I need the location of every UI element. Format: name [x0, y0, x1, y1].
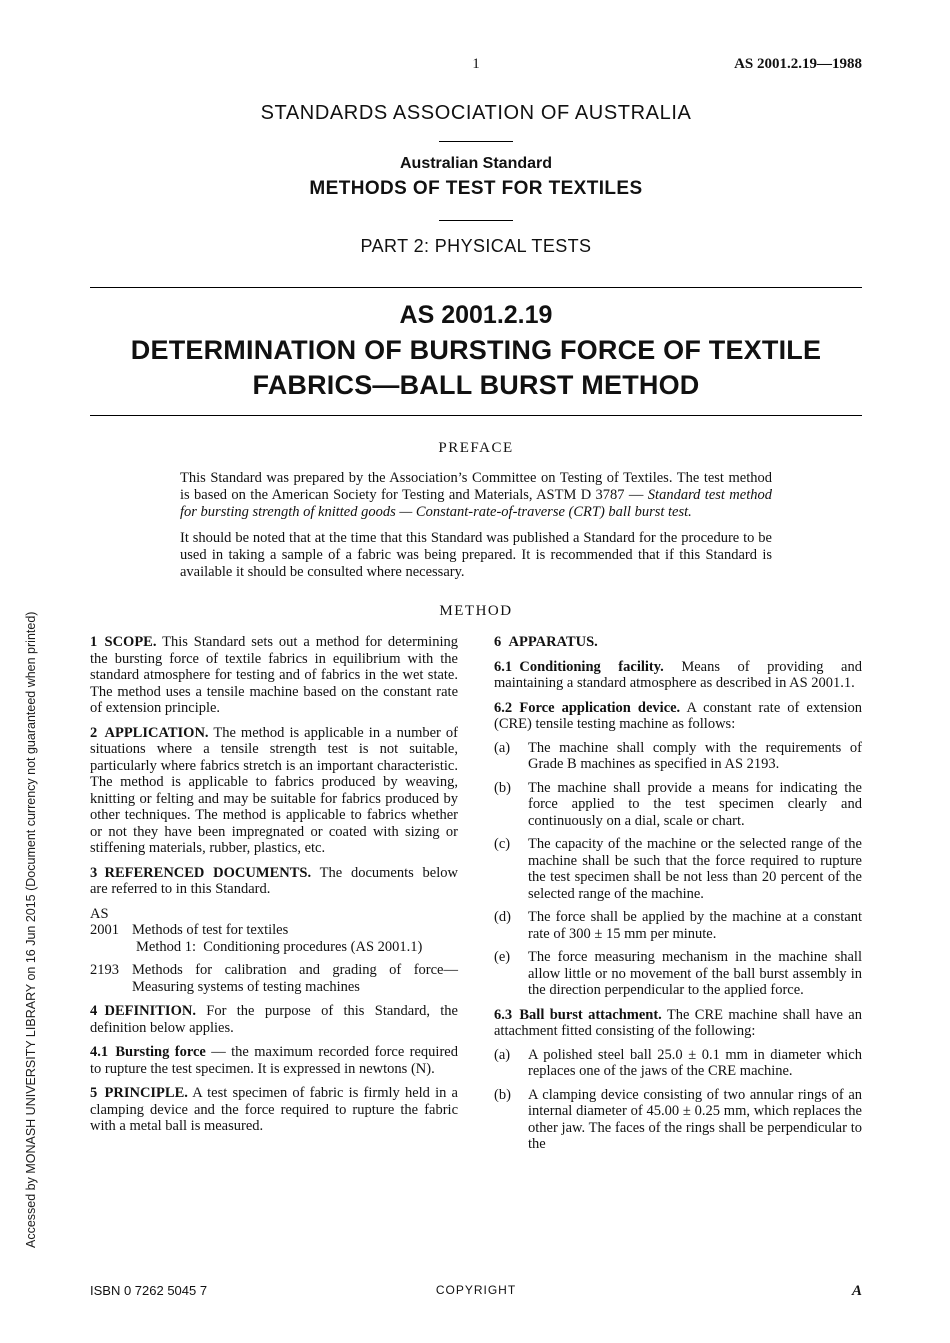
list-marker: (a): [494, 739, 511, 756]
isbn: ISBN 0 7262 5045 7: [90, 1283, 208, 1298]
list-item-6-2-c: [494, 836, 862, 902]
section-6-3-body: The CRE machine shall have an attachment fitted consisting of the following:: [494, 1006, 862, 1039]
preface-paragraph-2: It should be noted that at the time that this Standard was published a Standard for the procedure to be used in taking a sample of a fabric was being prepared. It is recommended that if this Standard is available it should be consulted where necessary.: [180, 530, 772, 580]
preface-p1-italic: Standard test method for bursting strength of knitted goods — Constant-rate-of-traverse (CRT) ball burst test.: [180, 487, 772, 520]
divider-short-2: [439, 220, 513, 221]
list-text: The force shall be applied by the machine at a constant rate of 300 ± 15 mm per minute.: [528, 909, 862, 942]
section-4-definition: [90, 1003, 458, 1036]
list-item-6-3-b: [494, 1087, 862, 1153]
standard-title: [90, 333, 862, 403]
list-marker: (b): [494, 1086, 511, 1103]
series-label: Australian Standard: [399, 155, 553, 172]
series-title: METHODS OF TEST FOR TEXTILES: [309, 178, 643, 199]
list-text: The force measuring mechanism in the machine shall allow little or no movement of the ball burst assembly in the direction perpendicular to the applied force.: [528, 949, 862, 998]
section-6-heading: 6 APPARATUS.: [494, 634, 598, 650]
reference-number: 2193: [90, 962, 119, 978]
part-title: PART 2: PHYSICAL TESTS: [360, 236, 592, 256]
section-4-1-bursting-force: [90, 1044, 458, 1077]
reference-item-2193: [90, 962, 458, 995]
copyright-label: COPYRIGHT: [435, 1283, 517, 1297]
reference-list-label: AS: [90, 905, 109, 922]
page-number: 1: [472, 56, 480, 72]
section-1-body: This Standard sets out a method for determining the bursting force of textile fabrics in equilibrium with the standard atmosphere for testing and of fabrics in the wet state. The method uses a tensile machine based on the constant rate of extension principle.: [90, 634, 458, 716]
reference-item-2001: [90, 922, 458, 939]
section-1-heading: 1 SCOPE.: [90, 634, 157, 650]
list-item-6-2-e: [494, 949, 862, 999]
section-4-1-body: — the maximum recorded force required to rupture the test specimen. It is expressed in newtons (N).: [90, 1044, 458, 1077]
section-6-1-conditioning-facility: [494, 659, 862, 692]
list-marker: (b): [494, 779, 511, 796]
masthead: [90, 102, 862, 416]
list-item-6-3-a: [494, 1047, 862, 1080]
section-3-referenced-documents: [90, 865, 458, 898]
reference-title: Methods of test for textiles: [132, 922, 289, 938]
right-column: [494, 634, 862, 1153]
standard-title-line1: DETERMINATION OF BURSTING FORCE OF TEXTILE: [130, 335, 822, 365]
preface-heading: PREFACE: [438, 440, 514, 456]
section-6-1-body: Means of providing and maintaining a standard atmosphere as described in AS 2001.1.: [494, 658, 862, 691]
page-header: [90, 56, 862, 74]
section-6-2-body: A constant rate of extension (CRE) tensile testing machine as follows:: [494, 699, 862, 732]
list-item-6-2-b: [494, 780, 862, 830]
list-text: The machine shall comply with the requirements of Grade B machines as specified in AS 2193.: [528, 739, 862, 772]
list-item-6-2-a: [494, 740, 862, 773]
section-4-heading: 4 DEFINITION.: [90, 1003, 196, 1019]
section-3-heading: 3 REFERENCED DOCUMENTS.: [90, 864, 312, 881]
two-column-body: [90, 634, 862, 1153]
standard-code: AS 2001.2.19: [399, 301, 553, 329]
section-6-2-heading: 6.2 Force application device.: [494, 699, 681, 716]
left-column: [90, 634, 458, 1153]
reference-title: Methods for calibration and grading of force— Measuring systems of testing machines: [132, 962, 458, 995]
preface-paragraph-1: [180, 470, 772, 521]
section-2-body: The method is applicable in a number of situations where a tensile strength test is not suitable, particularly where fabrics stretch is an important characteristic. The method is applicable to fabrics produced by weaving, knitting or felting and may be suitable for fabrics produced by other techniques. The method is applicable to fabrics whether or not they have been impregnated or coated with sizing or stiffening materials, rubber, plastics, etc.: [90, 724, 458, 856]
library-access-note: Accessed by MONASH UNIVERSITY LIBRARY on 16 Jun 2015 (Document currency not guaranteed when printed): [24, 611, 38, 1248]
standard-title-line2: FABRICS—BALL BURST METHOD: [252, 370, 700, 400]
document-code: AS 2001.2.19—1988: [734, 56, 862, 72]
page-footer: [90, 1283, 862, 1301]
section-2-application: [90, 725, 458, 857]
divider-full-bottom: [90, 415, 862, 416]
corner-mark: A: [851, 1283, 862, 1299]
list-text: A polished steel ball 25.0 ± 0.1 mm in diameter which replaces one of the jaws of the CRE machine.: [528, 1046, 862, 1079]
section-5-heading: 5 PRINCIPLE.: [90, 1085, 188, 1101]
reference-number: 2001: [90, 922, 119, 938]
section-6-3-ball-burst-attachment: [494, 1007, 862, 1040]
section-6-apparatus: [494, 634, 862, 651]
section-6-2-force-application-device: [494, 700, 862, 733]
section-1-scope: [90, 634, 458, 717]
page-content: [90, 0, 862, 1153]
section-3-body: The documents below are referred to in this Standard.: [90, 864, 458, 897]
section-4-body: For the purpose of this Standard, the definition below applies.: [90, 1003, 458, 1036]
list-text: The machine shall provide a means for indicating the force applied to the test specimen clearly and continuously on a dial, scale or chart.: [528, 779, 862, 829]
section-4-1-heading: 4.1 Bursting force: [90, 1044, 206, 1060]
list-text: A clamping device consisting of two annular rings of an internal diameter of 45.00 ± 0.25 mm, which replaces the other jaw. The faces of the rings shall be perpendicular to the: [528, 1086, 862, 1152]
section-5-principle: [90, 1085, 458, 1135]
list-marker: (a): [494, 1046, 511, 1063]
section-6-1-heading: 6.1 Conditioning facility.: [494, 658, 664, 675]
list-text: The capacity of the machine or the selected range of the machine shall be such that the force required to rupture the test specimen shall be not less than 20 percent of the selected range of the machine.: [528, 836, 862, 902]
divider-full-top: [90, 287, 862, 288]
list-marker: (c): [494, 836, 511, 852]
list-marker: (d): [494, 909, 511, 925]
reference-subitem: Method 1: Conditioning procedures (AS 2001.1): [136, 938, 423, 955]
divider-short-1: [439, 141, 513, 142]
section-2-heading: 2 APPLICATION.: [90, 724, 209, 741]
section-6-3-heading: 6.3 Ball burst attachment.: [494, 1006, 662, 1023]
method-heading: METHOD: [439, 603, 513, 619]
list-marker: (e): [494, 949, 511, 965]
list-item-6-2-d: [494, 909, 862, 942]
preface-p1-regular: This Standard was prepared by the Association’s Committee on Testing of Textiles. The test method is based on the American Society for Testing and Materials, ASTM D 3787 —: [180, 470, 772, 503]
section-5-body: A test specimen of fabric is firmly held in a clamping device and the force required to rupture the fabric with a metal ball is measured.: [90, 1085, 458, 1134]
association-name: STANDARDS ASSOCIATION OF AUSTRALIA: [260, 102, 692, 124]
